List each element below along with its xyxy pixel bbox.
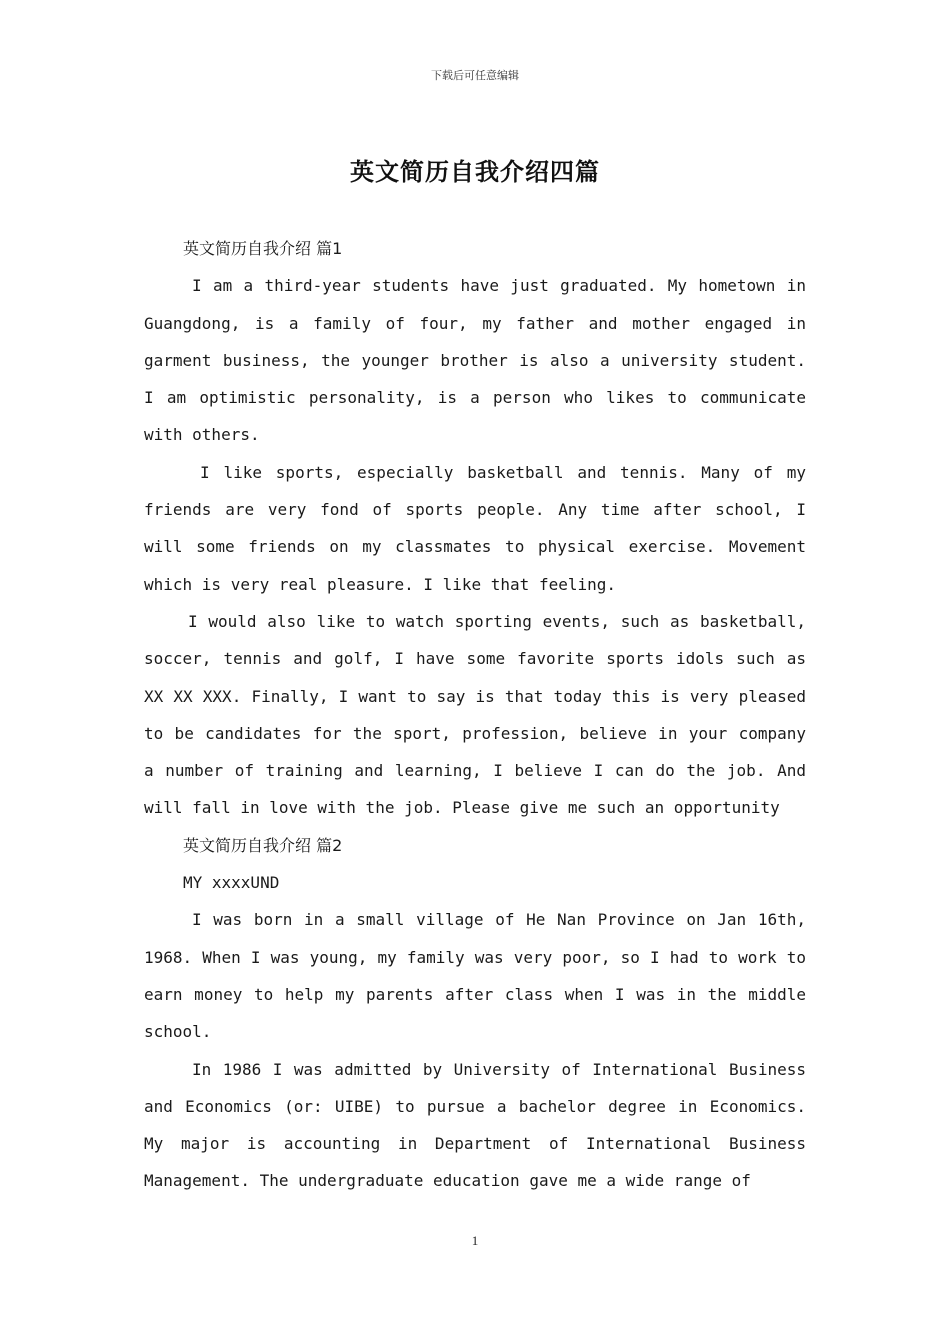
- section-heading-2: 英文简历自我介绍 篇2: [183, 835, 343, 855]
- document-title: 英文简历自我介绍四篇: [350, 158, 600, 186]
- section-subheading: MY xxxxUND: [183, 873, 280, 893]
- page-number: 1: [471, 1233, 479, 1248]
- paragraph: In 1986 I was admitted by University of International Business and Economics (or: UIBE) to pursue a bachelor degree in Economics. My major is accounting in Department of International Business Management. The undergraduate education gave me a wide range of: [144, 1059, 806, 1191]
- paragraph: I like sports, especially basketball and tennis. Many of my friends are very fond of sports people. Any time after school, I will some friends on my classmates to physical exercise. Movement which is very real pleasure. I like that feeling.: [144, 462, 806, 594]
- document-body: [144, 230, 806, 1200]
- header-note: 下载后可任意编辑: [431, 69, 519, 82]
- paragraph: I would also like to watch sporting events, such as basketball, soccer, tennis and golf, I have some favorite sports idols such as XX XX XXX. Finally, I want to say is that today this is very pleased to be candidates for the sport, profession, believe in your company a number of training and learning, I believe I can do the job. And will fall in love with the job. Please give me such an opportunity: [144, 611, 806, 818]
- paragraph: I am a third-year students have just graduated. My hometown in Guangdong, is a family of four, my father and mother engaged in garment business, the younger brother is also a university student. I am optimistic personality, is a person who likes to communicate with others.: [144, 276, 806, 445]
- section-heading-1: 英文简历自我介绍 篇1: [183, 239, 343, 258]
- paragraph: I was born in a small village of He Nan Province on Jan 16th, 1968. When I was young, my family was very poor, so I had to work to earn money to help my parents after class when I was in the middle school.: [144, 910, 806, 1042]
